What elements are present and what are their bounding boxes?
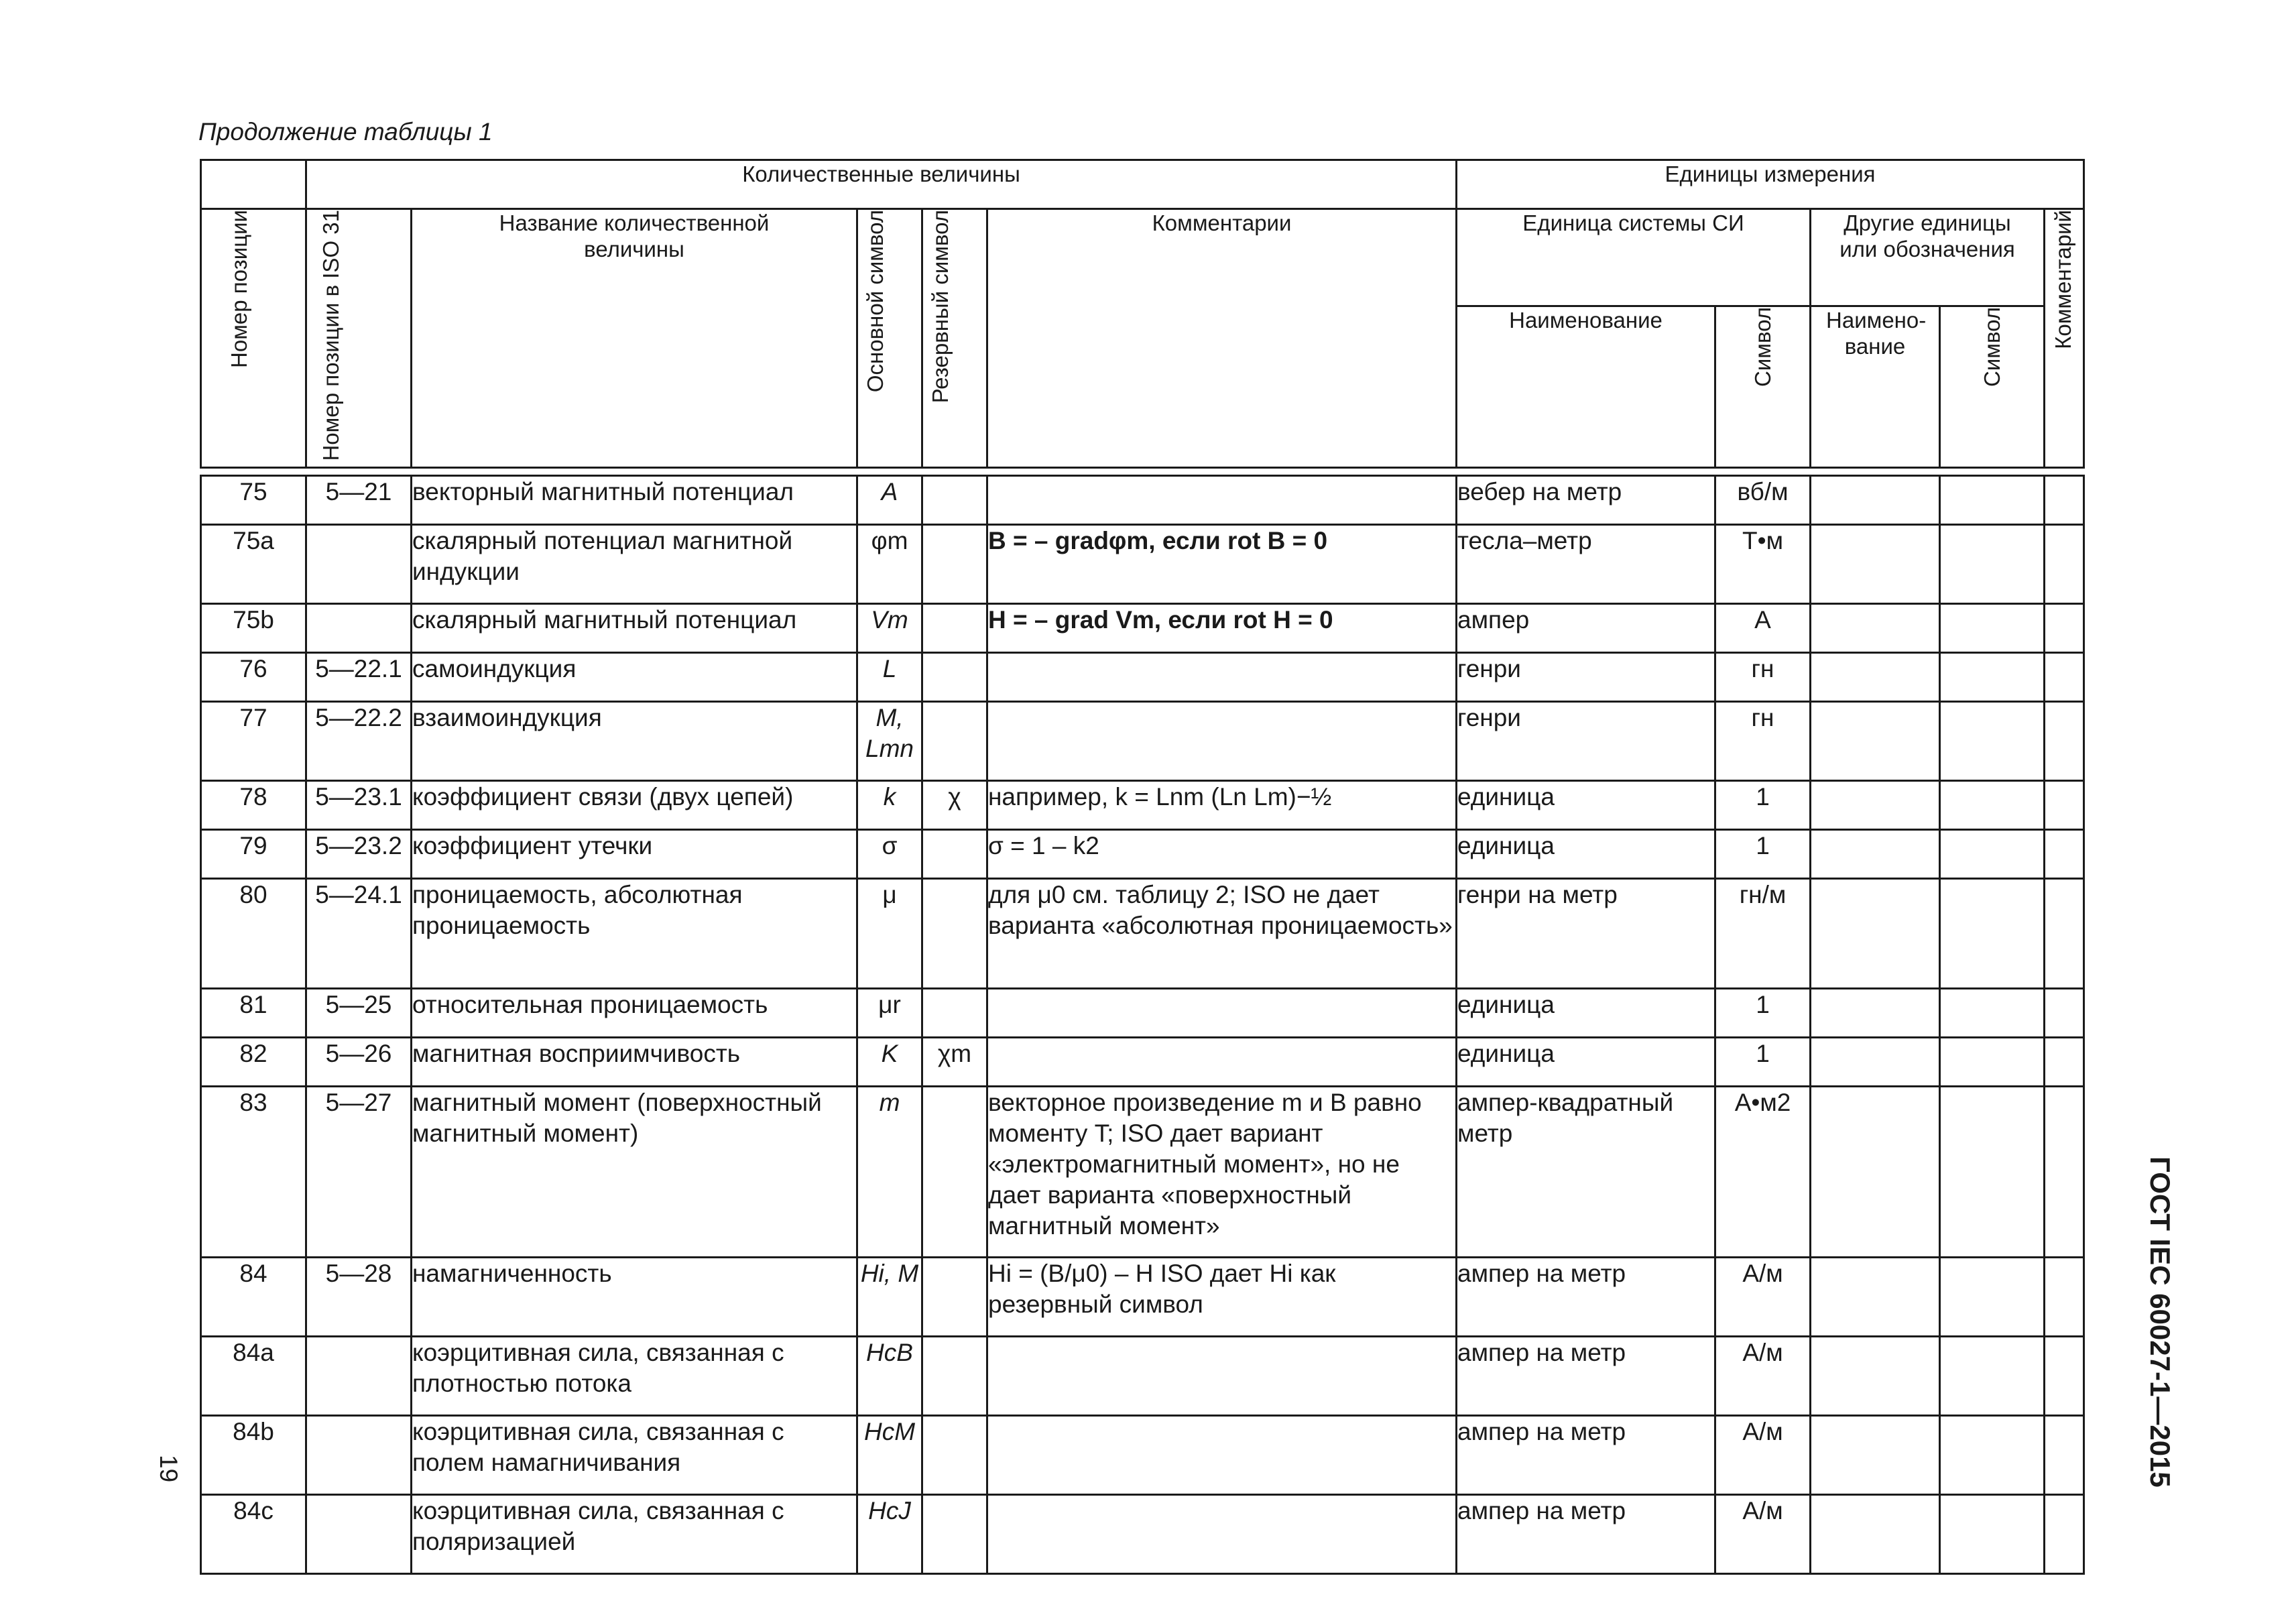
cell-unit-name: единица (1457, 988, 1715, 1037)
header-quantities-group: Количественные величины (306, 160, 1457, 209)
cell-iso-no: 5—24.1 (306, 878, 412, 988)
cell-other-symbol (1940, 1257, 2045, 1336)
cell-unit-symbol: Т•м (1715, 524, 1811, 603)
cell-comment (987, 988, 1457, 1037)
cell-comment-short (2045, 829, 2084, 878)
table-row (201, 701, 2084, 780)
cell-other-name (1811, 988, 1940, 1037)
cell-reserve-symbol (922, 475, 987, 524)
cell-unit-name: ампер на метр (1457, 1336, 1715, 1415)
cell-iso-no (306, 1415, 412, 1494)
cell-main-symbol: L (857, 652, 922, 701)
cell-comment: B = – gradφm, если rot B = 0 (987, 524, 1457, 603)
cell-unit-name: ампер на метр (1457, 1257, 1715, 1336)
cell-unit-name: ампер-квадратный метр (1457, 1086, 1715, 1257)
cell-quantity-name: проницаемость, абсолютная проницаемость (412, 878, 857, 988)
cell-comment: для μ0 см. таблицу 2; ISO не дает варианта «абсолютная проницаемость» (987, 878, 1457, 988)
cell-unit-name: ампер на метр (1457, 1494, 1715, 1573)
cell-comment-short (2045, 1415, 2084, 1494)
cell-other-name (1811, 1037, 1940, 1086)
cell-unit-symbol: А/м (1715, 1415, 1811, 1494)
cell-reserve-symbol (922, 988, 987, 1037)
cell-unit-symbol: гн (1715, 652, 1811, 701)
cell-position-no: 79 (201, 829, 306, 878)
cell-position-no: 83 (201, 1086, 306, 1257)
cell-other-symbol (1940, 1086, 2045, 1257)
cell-iso-no: 5—28 (306, 1257, 412, 1336)
table-row (201, 1037, 2084, 1086)
cell-unit-symbol: гн/м (1715, 878, 1811, 988)
cell-main-symbol: μr (857, 988, 922, 1037)
header-si-unit: Единица системы СИ (1457, 209, 1811, 306)
cell-unit-name: единица (1457, 1037, 1715, 1086)
cell-unit-name: ампер (1457, 603, 1715, 652)
header-blank-cell (201, 160, 306, 209)
cell-reserve-symbol: χm (922, 1037, 987, 1086)
cell-comment: H = – grad Vm, если rot H = 0 (987, 603, 1457, 652)
cell-other-symbol (1940, 988, 2045, 1037)
table-row (201, 1494, 2084, 1573)
cell-comment-short (2045, 878, 2084, 988)
cell-reserve-symbol (922, 829, 987, 878)
cell-position-no: 77 (201, 701, 306, 780)
cell-main-symbol: Vm (857, 603, 922, 652)
cell-position-no: 75 (201, 475, 306, 524)
cell-position-no: 84 (201, 1257, 306, 1336)
cell-main-symbol: M, Lmn (857, 701, 922, 780)
cell-other-name (1811, 524, 1940, 603)
cell-position-no: 75a (201, 524, 306, 603)
table-row (201, 829, 2084, 878)
cell-reserve-symbol (922, 1336, 987, 1415)
cell-quantity-name: скалярный магнитный потенциал (412, 603, 857, 652)
header-iso-position-no: Номер позиции в ISO 31 (306, 209, 412, 468)
cell-unit-symbol: А/м (1715, 1336, 1811, 1415)
cell-comment (987, 701, 1457, 780)
cell-comment-short (2045, 1257, 2084, 1336)
header-comments: Комментарии (987, 209, 1457, 468)
cell-reserve-symbol (922, 1086, 987, 1257)
cell-comment (987, 1415, 1457, 1494)
cell-other-symbol (1940, 701, 2045, 780)
document-designation: ГОСТ IEC 60027-1—2015 (2144, 1156, 2176, 1488)
cell-unit-name: генри (1457, 652, 1715, 701)
cell-iso-no: 5—23.1 (306, 780, 412, 829)
cell-main-symbol: HcM (857, 1415, 922, 1494)
cell-other-symbol (1940, 829, 2045, 878)
cell-comment (987, 475, 1457, 524)
cell-comment-short (2045, 524, 2084, 603)
header-si-name: Наименование (1457, 306, 1715, 467)
table-row (201, 524, 2084, 603)
cell-position-no: 84c (201, 1494, 306, 1573)
cell-position-no: 80 (201, 878, 306, 988)
header-other-units: Другие единицы или обозначения (1811, 209, 2045, 306)
cell-other-name (1811, 1415, 1940, 1494)
table-row (201, 652, 2084, 701)
cell-unit-symbol: А/м (1715, 1494, 1811, 1573)
cell-comment-short (2045, 1037, 2084, 1086)
cell-quantity-name: коэрцитивная сила, связанная с плотностью потока (412, 1336, 857, 1415)
cell-reserve-symbol (922, 652, 987, 701)
cell-comment-short (2045, 475, 2084, 524)
cell-unit-symbol: 1 (1715, 988, 1811, 1037)
cell-other-symbol (1940, 603, 2045, 652)
cell-quantity-name: магнитный момент (поверхностный магнитный момент) (412, 1086, 857, 1257)
cell-unit-name: ампер на метр (1457, 1415, 1715, 1494)
cell-quantity-name: векторный магнитный потенциал (412, 475, 857, 524)
cell-other-name (1811, 603, 1940, 652)
cell-reserve-symbol (922, 1494, 987, 1573)
cell-main-symbol: σ (857, 829, 922, 878)
cell-iso-no (306, 603, 412, 652)
cell-main-symbol: K (857, 1037, 922, 1086)
header-other-name: Наимено-вание (1811, 306, 1940, 467)
cell-quantity-name: скалярный потенциал магнитной индукции (412, 524, 857, 603)
cell-unit-symbol: вб/м (1715, 475, 1811, 524)
header-main-symbol: Основной символ (857, 209, 922, 468)
cell-other-symbol (1940, 652, 2045, 701)
cell-position-no: 81 (201, 988, 306, 1037)
cell-comment (987, 652, 1457, 701)
cell-unit-name: единица (1457, 829, 1715, 878)
cell-iso-no: 5—26 (306, 1037, 412, 1086)
cell-other-symbol (1940, 1037, 2045, 1086)
cell-comment: σ = 1 – k2 (987, 829, 1457, 878)
cell-main-symbol: k (857, 780, 922, 829)
cell-other-symbol (1940, 475, 2045, 524)
cell-unit-symbol: 1 (1715, 780, 1811, 829)
cell-unit-name: единица (1457, 780, 1715, 829)
cell-other-name (1811, 878, 1940, 988)
cell-other-symbol (1940, 878, 2045, 988)
cell-other-symbol (1940, 1494, 2045, 1573)
cell-quantity-name: самоиндукция (412, 652, 857, 701)
cell-reserve-symbol (922, 603, 987, 652)
cell-other-symbol (1940, 524, 2045, 603)
cell-position-no: 78 (201, 780, 306, 829)
cell-main-symbol: HcB (857, 1336, 922, 1415)
cell-other-name (1811, 829, 1940, 878)
cell-other-symbol (1940, 780, 2045, 829)
cell-quantity-name: магнитная восприимчивость (412, 1037, 857, 1086)
cell-iso-no (306, 524, 412, 603)
cell-other-name (1811, 1086, 1940, 1257)
cell-main-symbol: A (857, 475, 922, 524)
cell-iso-no: 5—27 (306, 1086, 412, 1257)
cell-unit-name: тесла–метр (1457, 524, 1715, 603)
cell-iso-no (306, 1336, 412, 1415)
cell-comment: например, k = Lnm (Ln Lm)−½ (987, 780, 1457, 829)
header-position-no: Номер позиции (201, 209, 306, 468)
cell-unit-symbol: 1 (1715, 1037, 1811, 1086)
table-row (201, 603, 2084, 652)
cell-unit-name: вебер на метр (1457, 475, 1715, 524)
cell-iso-no: 5—22.2 (306, 701, 412, 780)
cell-unit-symbol: А/м (1715, 1257, 1811, 1336)
cell-other-name (1811, 1257, 1940, 1336)
cell-quantity-name: коэффициент связи (двух цепей) (412, 780, 857, 829)
cell-main-symbol: μ (857, 878, 922, 988)
header-si-symbol: Символ (1715, 306, 1811, 467)
cell-other-name (1811, 475, 1940, 524)
cell-iso-no: 5—25 (306, 988, 412, 1037)
cell-main-symbol: φm (857, 524, 922, 603)
header-quantity-name: Название количественной величины (412, 209, 857, 468)
table-row (201, 780, 2084, 829)
table-caption: Продолжение таблицы 1 (198, 118, 493, 145)
cell-quantity-name: коэффициент утечки (412, 829, 857, 878)
table-row (201, 988, 2084, 1037)
cell-reserve-symbol: χ (922, 780, 987, 829)
cell-other-name (1811, 701, 1940, 780)
cell-unit-symbol: гн (1715, 701, 1811, 780)
header-units-group: Единицы измерения (1457, 160, 2084, 209)
cell-position-no: 75b (201, 603, 306, 652)
quantities-table (200, 159, 2085, 1575)
cell-comment (987, 1336, 1457, 1415)
cell-comment (987, 1494, 1457, 1573)
header-reserve-symbol: Резервный символ (922, 209, 987, 468)
table-row (201, 878, 2084, 988)
cell-comment (987, 1037, 1457, 1086)
cell-position-no: 84b (201, 1415, 306, 1494)
page-number: 19 (155, 1455, 182, 1483)
cell-position-no: 82 (201, 1037, 306, 1086)
cell-main-symbol: m (857, 1086, 922, 1257)
cell-comment-short (2045, 652, 2084, 701)
cell-other-name (1811, 1336, 1940, 1415)
cell-unit-name: генри (1457, 701, 1715, 780)
cell-iso-no: 5—21 (306, 475, 412, 524)
cell-unit-symbol: 1 (1715, 829, 1811, 878)
cell-quantity-name: относительная проницаемость (412, 988, 857, 1037)
cell-reserve-symbol (922, 701, 987, 780)
cell-position-no: 84a (201, 1336, 306, 1415)
cell-reserve-symbol (922, 524, 987, 603)
cell-comment-short (2045, 780, 2084, 829)
cell-quantity-name: коэрцитивная сила, связанная с поляризацией (412, 1494, 857, 1573)
cell-other-name (1811, 1494, 1940, 1573)
cell-comment-short (2045, 1336, 2084, 1415)
cell-quantity-name: коэрцитивная сила, связанная с полем намагничивания (412, 1415, 857, 1494)
header-comment-short: Комментарий (2045, 209, 2084, 468)
cell-comment-short (2045, 1494, 2084, 1573)
table-row (201, 1336, 2084, 1415)
cell-unit-name: генри на метр (1457, 878, 1715, 988)
cell-iso-no: 5—22.1 (306, 652, 412, 701)
cell-reserve-symbol (922, 1257, 987, 1336)
cell-comment-short (2045, 701, 2084, 780)
cell-quantity-name: намагниченность (412, 1257, 857, 1336)
cell-other-name (1811, 652, 1940, 701)
cell-comment: векторное произведение m и B равно моменту T; ISO дает вариант «электромагнитный момент», но не дает варианта «поверхностный магнитный момент» (987, 1086, 1457, 1257)
cell-other-symbol (1940, 1336, 2045, 1415)
cell-iso-no: 5—23.2 (306, 829, 412, 878)
cell-unit-symbol: А•м2 (1715, 1086, 1811, 1257)
cell-other-name (1811, 780, 1940, 829)
cell-main-symbol: HcJ (857, 1494, 922, 1573)
cell-comment-short (2045, 603, 2084, 652)
cell-quantity-name: взаимоиндукция (412, 701, 857, 780)
cell-iso-no (306, 1494, 412, 1573)
cell-comment-short (2045, 988, 2084, 1037)
cell-main-symbol: Hi, M (857, 1257, 922, 1336)
table-row (201, 1257, 2084, 1336)
table-row (201, 475, 2084, 524)
cell-other-symbol (1940, 1415, 2045, 1494)
table-row (201, 1415, 2084, 1494)
cell-reserve-symbol (922, 878, 987, 988)
cell-reserve-symbol (922, 1415, 987, 1494)
table-row (201, 1086, 2084, 1257)
cell-comment-short (2045, 1086, 2084, 1257)
cell-position-no: 76 (201, 652, 306, 701)
header-other-symbol: Символ (1940, 306, 2045, 467)
cell-unit-symbol: A (1715, 603, 1811, 652)
cell-comment: Hi = (B/μ0) – H ISO дает Hi как резервный символ (987, 1257, 1457, 1336)
